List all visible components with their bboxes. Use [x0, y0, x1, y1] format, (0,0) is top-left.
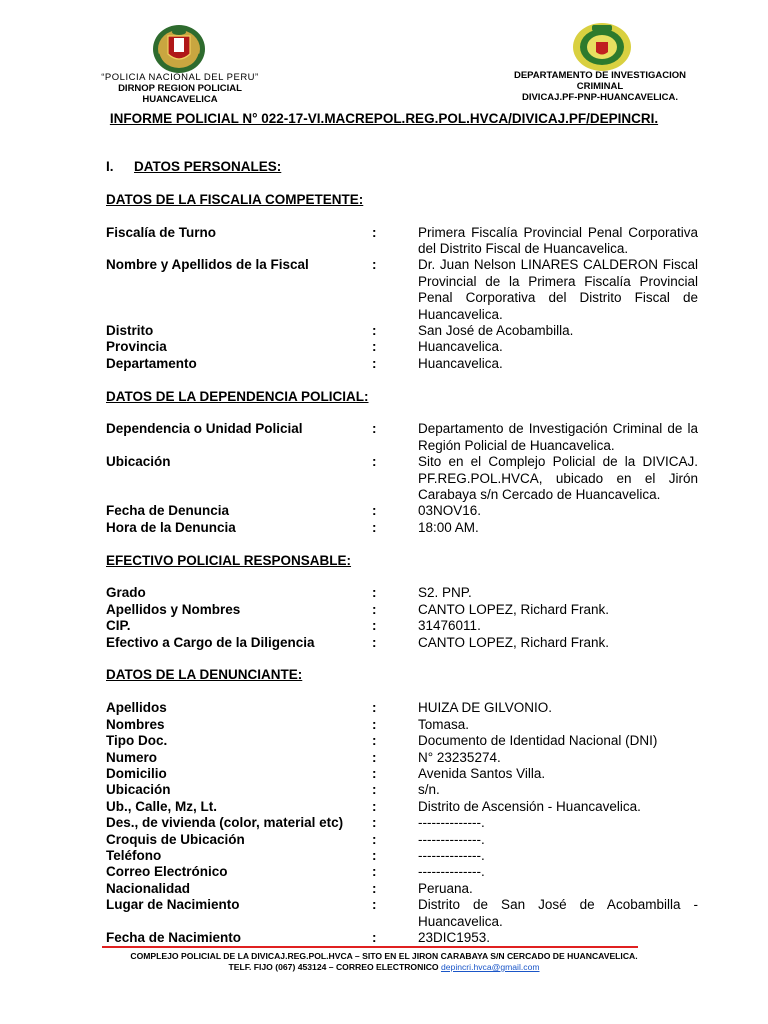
field-colon: :	[372, 339, 377, 355]
section-number: I.	[106, 159, 114, 174]
field-value: S2. PNP.	[418, 585, 472, 601]
field-row	[106, 848, 698, 864]
field-colon: :	[372, 421, 377, 437]
field-value: HUIZA DE GILVONIO.	[418, 700, 553, 716]
field-value: Peruana.	[418, 880, 473, 896]
field-value: Departamento de Investigación Criminal de la Región Policial de Huancavelica.	[418, 421, 698, 453]
field-row	[106, 815, 698, 831]
police-seal-logo	[152, 24, 206, 74]
field-colon: :	[372, 831, 377, 847]
section-title: DATOS PERSONALES:	[134, 159, 282, 174]
field-colon: :	[372, 815, 377, 831]
field-value: San José de Acobambilla.	[418, 323, 574, 339]
field-label: Ubicación	[106, 782, 171, 798]
field-colon: :	[372, 519, 377, 535]
field-colon: :	[372, 585, 377, 601]
field-value: 18:00 AM.	[418, 519, 479, 535]
field-row	[106, 799, 698, 815]
field-row	[106, 520, 698, 536]
divicaj-seal-logo	[572, 22, 632, 72]
field-label: Lugar de Nacimiento	[106, 897, 240, 913]
header-left-line: “POLICIA NACIONAL DEL PERU”	[101, 72, 259, 83]
field-colon: :	[372, 749, 377, 765]
field-colon: :	[372, 847, 377, 863]
field-row	[106, 323, 698, 339]
field-colon: :	[372, 798, 377, 814]
field-value: Tomasa.	[418, 716, 470, 732]
footer-divider	[102, 946, 638, 948]
field-colon: :	[372, 782, 377, 798]
field-value: Distrito de Ascensión - Huancavelica.	[418, 798, 641, 814]
field-colon: :	[372, 733, 377, 749]
field-label: Tipo Doc.	[106, 733, 168, 749]
field-row	[106, 225, 698, 258]
field-row	[106, 585, 698, 601]
dependencia-heading: DATOS DE LA DEPENDENCIA POLICIAL:	[106, 388, 369, 404]
field-colon: :	[372, 716, 377, 732]
field-label: Fecha de Denuncia	[106, 503, 230, 519]
field-value: Huancavelica.	[418, 355, 503, 371]
field-row	[106, 635, 698, 651]
header-right-line: DIVICAJ.PF-PNP-HUANCAVELICA.	[521, 92, 679, 103]
field-row	[106, 339, 698, 355]
field-row	[106, 421, 698, 454]
report-title: INFORME POLICIAL N° 022-17-VI.MACREPOL.REG.POL.HVCA/DIVICAJ.PF/DEPINCRI.	[109, 111, 659, 126]
header-left-line: DIRNOP REGION POLICIAL	[118, 83, 242, 94]
field-row	[106, 930, 698, 946]
field-value: CANTO LOPEZ, Richard Frank.	[418, 601, 610, 617]
field-value: Dr. Juan Nelson LINARES CALDERON Fiscal Provincial de la Primera Fiscalía Provincial Penal Corporativa del Distrito Fiscal de Huancavelica.	[418, 257, 698, 322]
field-colon: :	[372, 929, 377, 945]
field-value: Documento de Identidad Nacional (DNI)	[418, 733, 658, 749]
field-colon: :	[372, 224, 377, 240]
field-value: 31476011.	[418, 618, 481, 634]
footer-phone: TELF. FIJO (067) 453124 – CORREO ELECTRONICO	[228, 962, 441, 972]
field-colon: :	[372, 601, 377, 617]
department-header	[498, 70, 702, 103]
field-label: Nacionalidad	[106, 880, 191, 896]
field-row	[106, 897, 698, 930]
field-label: Efectivo a Cargo de la Diligencia	[106, 634, 315, 650]
header-left-line: HUANCAVELICA	[142, 94, 218, 105]
field-value: --------------.	[418, 864, 485, 880]
field-label: Nombre y Apellidos de la Fiscal	[106, 257, 309, 273]
field-label: Correo Electrónico	[106, 864, 228, 880]
field-colon: :	[372, 700, 377, 716]
field-label: Grado	[106, 585, 146, 601]
field-label: Ub., Calle, Mz, Lt.	[106, 798, 218, 814]
field-label: Des., de vivienda (color, material etc)	[106, 815, 344, 831]
field-label: Domicilio	[106, 765, 167, 781]
field-value: Primera Fiscalía Provincial Penal Corporativa del Distrito Fiscal de Huancavelica.	[418, 224, 698, 256]
field-colon: :	[372, 355, 377, 371]
field-colon: :	[372, 765, 377, 781]
fiscalia-heading: DATOS DE LA FISCALIA COMPETENTE:	[106, 191, 364, 207]
footer-address: COMPLEJO POLICIAL DE LA DIVICAJ.REG.POL.HVCA – SITO EN EL JIRON CARABAYA S/N CERCADO DE HUANCAVELICA.	[130, 951, 638, 961]
field-value: N° 23235274.	[418, 749, 501, 765]
efectivo-heading: EFECTIVO POLICIAL RESPONSABLE:	[106, 552, 352, 568]
field-label: Nombres	[106, 716, 165, 732]
field-label: CIP.	[106, 618, 131, 634]
field-value: --------------.	[418, 831, 485, 847]
field-label: Numero	[106, 749, 158, 765]
field-label: Departamento	[106, 355, 197, 371]
field-value: Huancavelica.	[418, 339, 503, 355]
field-label: Apellidos	[106, 700, 167, 716]
field-label: Ubicación	[106, 454, 171, 470]
field-row	[106, 602, 698, 618]
field-colon: :	[372, 897, 377, 913]
field-value: Avenida Santos Villa.	[418, 765, 546, 781]
field-colon: :	[372, 864, 377, 880]
field-value: 23DIC1953.	[418, 929, 491, 945]
field-row	[106, 717, 698, 733]
field-label: Distrito	[106, 323, 154, 339]
field-row	[106, 733, 698, 749]
field-label: Hora de la Denuncia	[106, 519, 236, 535]
field-colon: :	[372, 257, 377, 273]
field-row	[106, 864, 698, 880]
field-colon: :	[372, 880, 377, 896]
field-row	[106, 750, 698, 766]
field-colon: :	[372, 323, 377, 339]
institution-header	[70, 72, 290, 105]
field-label: Provincia	[106, 339, 167, 355]
field-row	[106, 832, 698, 848]
field-row	[106, 356, 698, 372]
field-label: Teléfono	[106, 847, 162, 863]
field-row	[106, 257, 698, 323]
section-heading	[106, 159, 698, 175]
header-right-line: DEPARTAMENTO DE INVESTIGACION	[513, 70, 687, 81]
field-value: --------------.	[418, 847, 485, 863]
email-link[interactable]: depincri.hvca@gmail.com	[440, 962, 540, 972]
field-value: Distrito de San José de Acobambilla - Huancavelica.	[418, 897, 698, 929]
field-colon: :	[372, 503, 377, 519]
field-label: Fiscalía de Turno	[106, 224, 217, 240]
footer-contact	[60, 962, 708, 973]
field-value: CANTO LOPEZ, Richard Frank.	[418, 634, 610, 650]
field-value: --------------.	[418, 815, 485, 831]
field-value: s/n.	[418, 782, 440, 798]
field-label: Croquis de Ubicación	[106, 831, 245, 847]
field-label: Apellidos y Nombres	[106, 601, 241, 617]
page-footer	[60, 951, 708, 973]
field-colon: :	[372, 454, 377, 470]
field-row	[106, 782, 698, 798]
denunciante-heading: DATOS DE LA DENUNCIANTE:	[106, 667, 303, 683]
field-label: Dependencia o Unidad Policial	[106, 421, 303, 437]
field-row	[106, 503, 698, 519]
field-value: Sito en el Complejo Policial de la DIVICAJ. PF.REG.POL.HVCA, ubicado en el Jirón Carabaya s/n Cercado de Huancavelica.	[418, 454, 698, 503]
field-row	[106, 700, 698, 716]
field-colon: :	[372, 634, 377, 650]
field-row	[106, 618, 698, 634]
field-row	[106, 454, 698, 503]
field-row	[106, 881, 698, 897]
field-label: Fecha de Nacimiento	[106, 929, 242, 945]
field-colon: :	[372, 618, 377, 634]
report-body	[106, 159, 698, 946]
header-right-line: CRIMINAL	[576, 81, 624, 92]
field-row	[106, 766, 698, 782]
field-value: 03NOV16.	[418, 503, 482, 519]
